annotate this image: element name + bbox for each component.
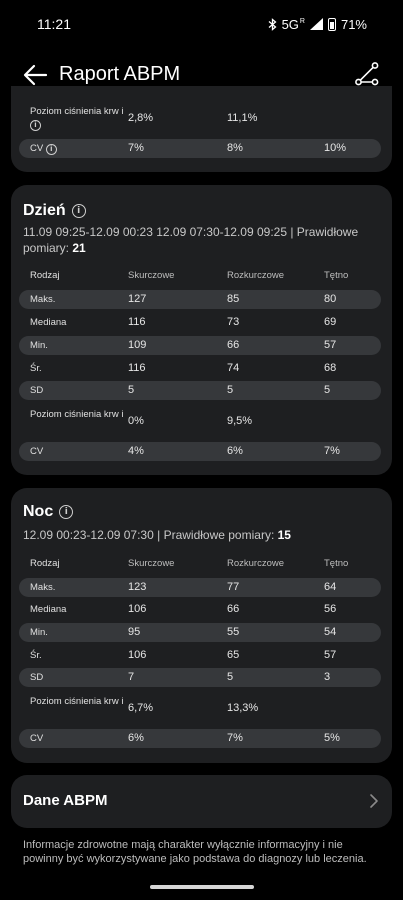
measurement-period: 12.09 00:23-12.09 07:30 | Prawidłowe pomiary: 15 [23,528,291,542]
section-title: Dzień i [23,202,86,220]
abpm-data-link[interactable] [11,775,392,828]
day-section-card [11,185,392,475]
diastolic-value: 11,1% [227,112,258,124]
table-row: SD 7 5 3 [19,668,381,687]
back-arrow-icon[interactable] [22,63,48,87]
home-indicator[interactable] [150,885,254,889]
table-row: Maks. 127 85 80 [19,290,381,309]
table-row: Mediana 106 66 56 [30,603,337,615]
table-row: Maks. 123 77 64 [19,578,381,597]
table-row: Poziom ciśnienia krw i 0% 9,5% [30,409,253,427]
diastolic-value: 8% [227,142,243,154]
table-header: Rodzaj Skurczowe Rozkurczowe Tętno [30,270,349,281]
row-label: CV i [30,143,57,155]
status-icons [268,17,367,32]
valid-count: 15 [277,528,291,542]
info-icon[interactable]: i [30,120,41,131]
night-section-card [11,488,392,763]
systolic-value: 7% [128,142,144,154]
abpm-data-label: Dane ABPM [23,792,108,809]
section-title: Noc i [23,503,73,521]
table-header: Rodzaj Skurczowe Rozkurczowe Tętno [30,558,349,569]
chevron-right-icon [369,793,379,809]
table-row [19,102,381,134]
table-row: Śr. 116 74 68 [30,362,337,374]
table-row: CV 4% 6% 7% [19,442,381,461]
signal-icon [310,18,323,30]
measurement-period: 11.09 09:25-12.09 00:23 12.09 07:30-12.09 09:25 | Prawidłowe pomiary: 21 [23,225,359,255]
row-label: Poziom ciśnienia krw i i [30,106,124,129]
status-time: 11:21 [37,16,71,32]
table-row: CV 6% 7% 5% [19,729,381,748]
status-bar [0,0,403,48]
table-row: Poziom ciśnienia krw i 6,7% 13,3% [30,696,259,714]
info-icon[interactable]: i [59,505,73,519]
table-row: SD 5 5 5 [19,381,381,400]
network-type: 5G [281,16,299,32]
table-row: Min. 109 66 57 [19,336,381,355]
table-row: Min. 95 55 54 [19,623,381,642]
disclaimer-text: Informacje zdrowotne mają charakter wyłącznie informacyjny i nie powinny być wykorzystywane jako podstawa do diagnozy lub leczenia. [23,839,367,865]
pulse-value: 10% [324,142,347,154]
battery-icon [328,18,336,31]
battery-percent: 71% [340,16,367,32]
previous-section-card [11,86,392,172]
table-row: Śr. 106 65 57 [30,649,337,661]
bluetooth-icon [268,18,277,31]
info-icon[interactable]: i [46,144,57,155]
page-title: Raport ABPM [59,63,181,85]
systolic-value: 2,8% [128,112,154,124]
table-row: Mediana 116 73 69 [30,316,337,328]
info-icon[interactable]: i [72,204,86,218]
roaming-indicator: R [299,17,305,25]
valid-count: 21 [72,241,86,255]
table-row [19,139,381,158]
share-icon[interactable] [354,61,380,87]
